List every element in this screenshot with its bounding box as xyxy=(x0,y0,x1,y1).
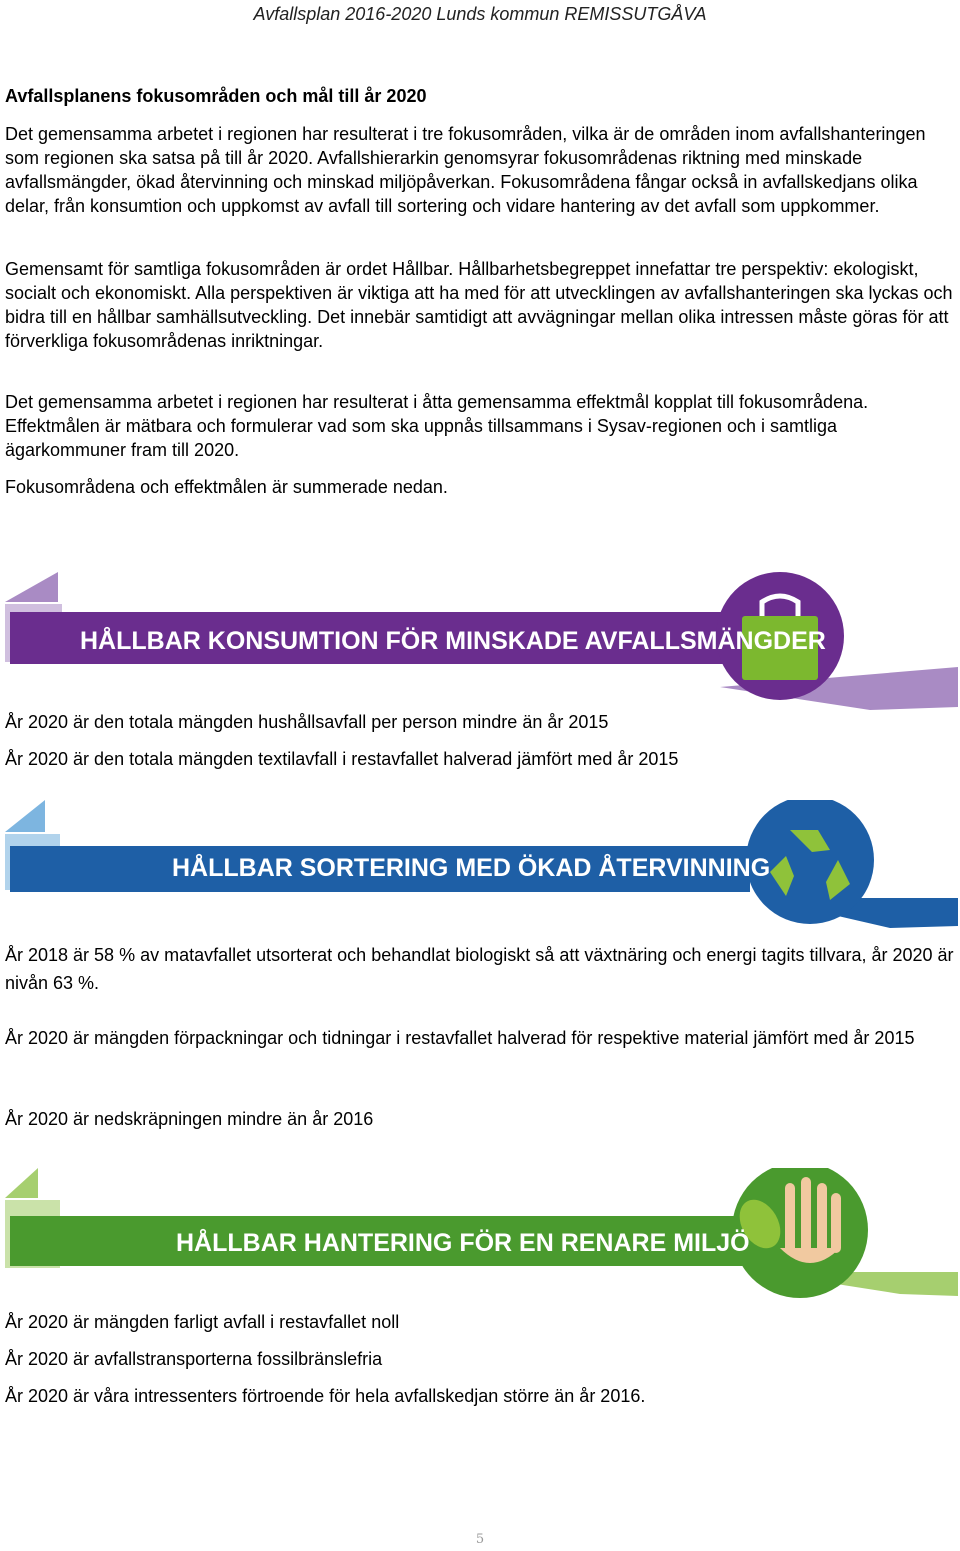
section-heading: Avfallsplanens fokusområden och mål till år 2020 xyxy=(5,86,427,106)
goal-item: År 2020 är avfallstransporterna fossilbränslefria xyxy=(5,1349,383,1369)
banner-title: HÅLLBAR KONSUMTION FÖR MINSKADE AVFALLSMÄNGDER xyxy=(80,627,826,655)
goal-item: År 2020 är mängden farligt avfall i restavfallet noll xyxy=(5,1312,400,1332)
banner-accent xyxy=(5,572,58,602)
banner-title: HÅLLBAR SORTERING MED ÖKAD ÅTERVINNING xyxy=(172,854,771,882)
page-number: 5 xyxy=(475,1532,485,1547)
summary-paragraph: Fokusområdena och effektmålen är summerade nedan. xyxy=(5,477,448,497)
focus-banner-sorting xyxy=(0,800,960,930)
goals-paragraph: Det gemensamma arbetet i regionen har resulterat i åtta gemensamma effektmål kopplat till fokusområdena. Effektmålen är mätbara och formulerar vad som ska uppnås tillsammans i Sysav-regionen och i samtliga ägarkommuner fram till 2020. xyxy=(5,392,869,460)
intro-paragraph: Det gemensamma arbetet i regionen har resulterat i tre fokusområden, vilka är de områden inom avfallshanteringen som regionen ska satsa på till år 2020. Avfallshierarkin genomsyrar fokusområdenas riktning med minskade avfallsmängder, ökad återvinning och minskad miljöpåverkan. Fokusområdena fångar också in avfallskedjans olika delar, från konsumtion och uppkomst av avfall till sortering och vidare hantering av det avfall som uppkommer. xyxy=(5,124,926,216)
focus-banner-consumption xyxy=(0,572,960,712)
sustainability-paragraph: Gemensamt för samtliga fokusområden är ordet Hållbar. Hållbarhetsbegreppet innefattar tre perspektiv: ekologiskt, socialt och ekonomiskt. Alla perspektiven är viktiga att ha med för att utvecklingen av avfallshanteringen ska lyckas och bidra till en hållbar samhällsutveckling. Det innebär samtidigt att avvägningar mellan olika intressen måste göras för att förverkliga fokusområdenas inriktningar. xyxy=(5,259,953,351)
goal-item: År 2020 är den totala mängden hushållsavfall per person mindre än år 2015 xyxy=(5,712,609,732)
page-header: Avfallsplan 2016-2020 Lunds kommun REMISSUTGÅVA xyxy=(253,4,707,24)
goal-item: År 2020 är mängden förpackningar och tidningar i restavfallet halverad för respektive material jämfört med år 2015 xyxy=(5,1028,915,1048)
goal-item: År 2020 är våra intressenters förtroende för hela avfallskedjan större än år 2016. xyxy=(5,1386,646,1406)
goal-item: År 2020 är den totala mängden textilavfall i restavfallet halverad jämfört med år 2015 xyxy=(5,749,679,769)
focus-banner-handling xyxy=(0,1168,960,1298)
goal-item: År 2018 är 58 % av matavfallet utsorterat och behandlat biologiskt så att växtnäring och energi tagits tillvara, år 2020 är nivån 63 %. xyxy=(5,945,954,993)
goal-item: År 2020 är nedskräpningen mindre än år 2016 xyxy=(5,1109,374,1129)
banner-title: HÅLLBAR HANTERING FÖR EN RENARE MILJÖ xyxy=(176,1229,750,1257)
